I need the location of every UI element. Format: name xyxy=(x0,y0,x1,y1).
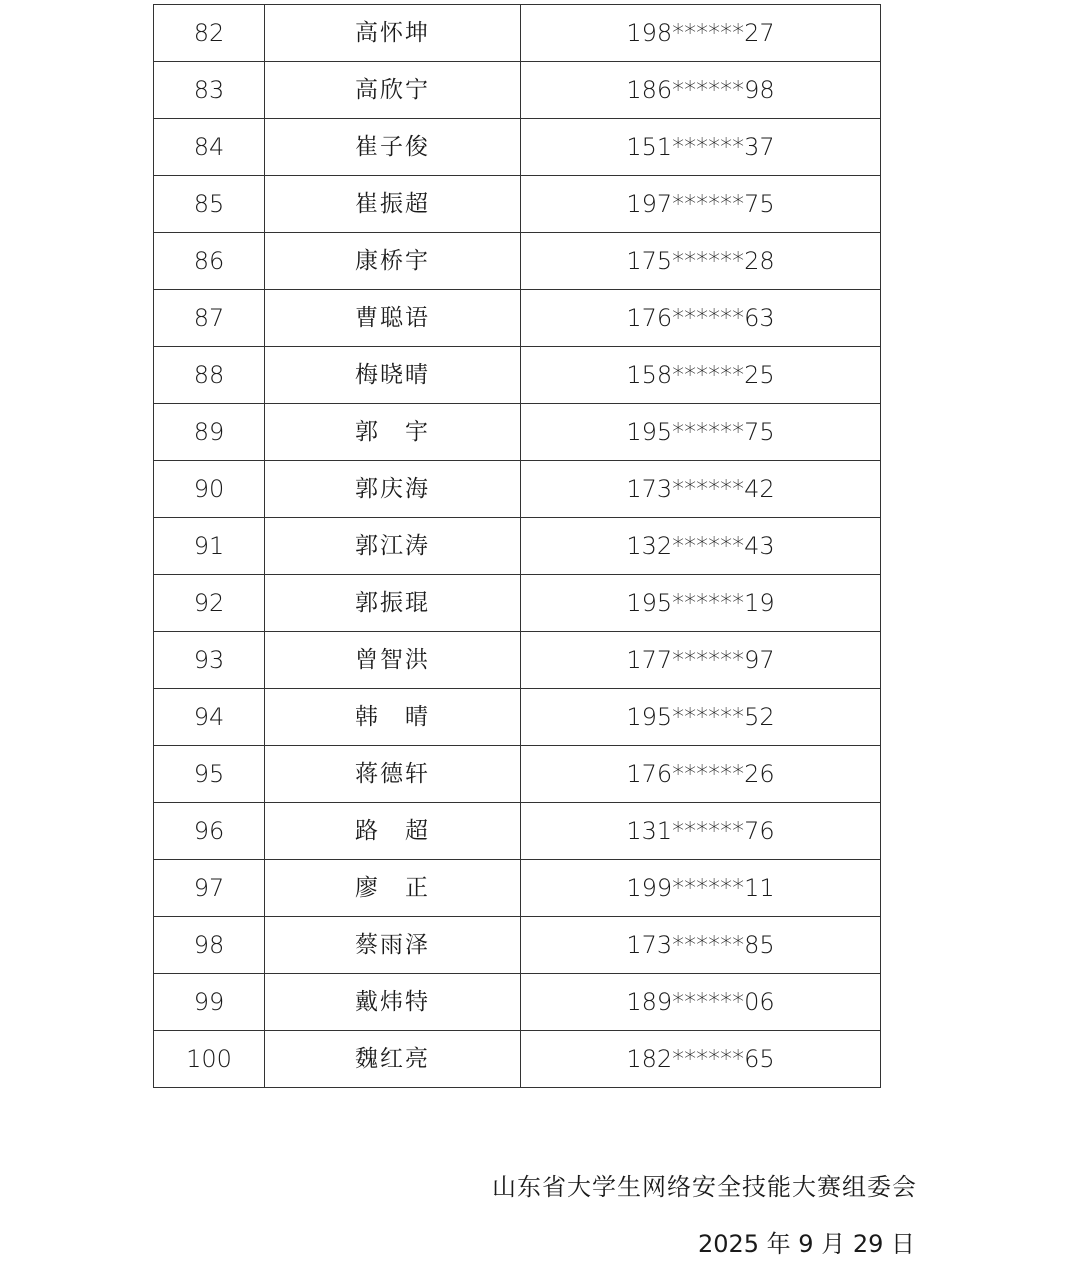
masked-phone: 176******63 xyxy=(521,290,881,347)
participant-name: 崔振超 xyxy=(265,176,521,233)
masked-phone: 197******75 xyxy=(521,176,881,233)
table-row xyxy=(154,575,881,632)
row-number: 87 xyxy=(154,290,265,347)
masked-phone: 177******97 xyxy=(521,632,881,689)
table-row xyxy=(154,62,881,119)
participant-name: 梅晓晴 xyxy=(265,347,521,404)
masked-phone: 173******42 xyxy=(521,461,881,518)
masked-phone: 131******76 xyxy=(521,803,881,860)
participant-name: 曹聪语 xyxy=(265,290,521,347)
masked-phone: 173******85 xyxy=(521,917,881,974)
row-number: 98 xyxy=(154,917,265,974)
row-number: 89 xyxy=(154,404,265,461)
participant-name: 韩 晴 xyxy=(265,689,521,746)
masked-phone: 186******98 xyxy=(521,62,881,119)
row-number: 88 xyxy=(154,347,265,404)
table-row xyxy=(154,860,881,917)
table-row xyxy=(154,632,881,689)
masked-phone: 195******19 xyxy=(521,575,881,632)
participant-name: 蔡雨泽 xyxy=(265,917,521,974)
row-number: 92 xyxy=(154,575,265,632)
participant-name: 路 超 xyxy=(265,803,521,860)
masked-phone: 132******43 xyxy=(521,518,881,575)
row-number: 91 xyxy=(154,518,265,575)
table-row xyxy=(154,233,881,290)
masked-phone: 199******11 xyxy=(521,860,881,917)
row-number: 82 xyxy=(154,5,265,62)
participant-name: 康桥宇 xyxy=(265,233,521,290)
row-number: 95 xyxy=(154,746,265,803)
participant-name: 蒋德轩 xyxy=(265,746,521,803)
masked-phone: 182******65 xyxy=(521,1031,881,1088)
row-number: 94 xyxy=(154,689,265,746)
row-number: 99 xyxy=(154,974,265,1031)
table-row xyxy=(154,518,881,575)
row-number: 100 xyxy=(154,1031,265,1088)
table-row xyxy=(154,347,881,404)
masked-phone: 195******52 xyxy=(521,689,881,746)
participant-name: 魏红亮 xyxy=(265,1031,521,1088)
row-number: 84 xyxy=(154,119,265,176)
masked-phone: 158******25 xyxy=(521,347,881,404)
participant-name: 高欣宁 xyxy=(265,62,521,119)
masked-phone: 176******26 xyxy=(521,746,881,803)
row-number: 85 xyxy=(154,176,265,233)
table-row xyxy=(154,689,881,746)
row-number: 93 xyxy=(154,632,265,689)
table-row xyxy=(154,461,881,518)
table-row xyxy=(154,1031,881,1088)
participant-name: 郭江涛 xyxy=(265,518,521,575)
publication-date: 2025 年 9 月 29 日 xyxy=(697,1230,915,1258)
table-row xyxy=(154,5,881,62)
participant-name: 崔子俊 xyxy=(265,119,521,176)
table-row xyxy=(154,746,881,803)
participant-name: 高怀坤 xyxy=(265,5,521,62)
table-row xyxy=(154,803,881,860)
row-number: 86 xyxy=(154,233,265,290)
row-number: 90 xyxy=(154,461,265,518)
masked-phone: 198******27 xyxy=(521,5,881,62)
roster-table xyxy=(153,4,881,1088)
table-row xyxy=(154,176,881,233)
row-number: 96 xyxy=(154,803,265,860)
masked-phone: 195******75 xyxy=(521,404,881,461)
participant-name: 曾智洪 xyxy=(265,632,521,689)
table-row xyxy=(154,974,881,1031)
participant-name: 郭庆海 xyxy=(265,461,521,518)
participant-name: 郭 宇 xyxy=(265,404,521,461)
table-row xyxy=(154,404,881,461)
table-row xyxy=(154,917,881,974)
table-row xyxy=(154,290,881,347)
masked-phone: 189******06 xyxy=(521,974,881,1031)
organizer-signature: 山东省大学生网络安全技能大赛组委会 xyxy=(492,1173,917,1201)
table-row xyxy=(154,119,881,176)
row-number: 83 xyxy=(154,62,265,119)
roster-table-body xyxy=(154,5,881,1088)
masked-phone: 175******28 xyxy=(521,233,881,290)
participant-name: 郭振琨 xyxy=(265,575,521,632)
participant-name: 廖 正 xyxy=(265,860,521,917)
row-number: 97 xyxy=(154,860,265,917)
masked-phone: 151******37 xyxy=(521,119,881,176)
participant-name: 戴炜特 xyxy=(265,974,521,1031)
